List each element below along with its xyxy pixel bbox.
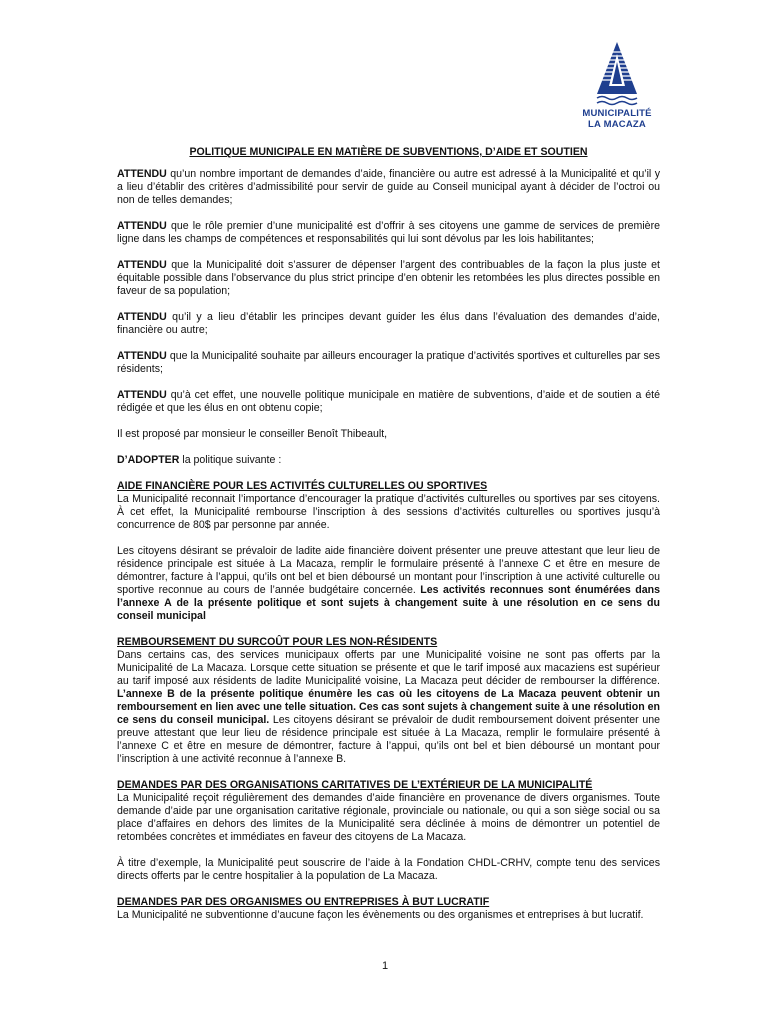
section-heading-external-charities: DEMANDES PAR DES ORGANISATIONS CARITATIVES DE L’EXTÉRIEUR DE LA MUNICIPALITÉ (117, 779, 593, 791)
section-paragraph: La Municipalité reconnait l’importance d’encourager la pratique d’activités culturelles ou sportives par ses citoyens. À cet effet, la Municipalité rembourse l’inscription à des sessions d’activités culturelles ou sportives jusqu’à concurrence de 80$ par personne par année. (117, 493, 660, 531)
attendu-text: que la Municipalité souhaite par ailleurs encourager la pratique d’activités sportives et culturelles par ses résidents; (117, 350, 660, 375)
attendu-text: qu’il y a lieu d’établir les principes devant guider les élus dans l’évaluation des demandes d’aide, financière ou autre; (117, 311, 660, 336)
attendu-paragraph (117, 350, 660, 376)
municipality-logo (572, 40, 662, 130)
section-bold-text: Les activités reconnues sont énumérées dans l’annexe A de la présente politique et sont sujets à changement suite à une résolution en ce sens du conseil municipal (117, 584, 660, 622)
section-heading-cultural-sports-aid: AIDE FINANCIÈRE POUR LES ACTIVITÉS CULTURELLES OU SPORTIVES (117, 480, 488, 492)
adopt-text: la politique suivante : (179, 454, 282, 466)
attendu-lead: ATTENDU (117, 311, 167, 323)
section-text: Dans certains cas, des services municipaux offerts par une Municipalité voisine ne sont pas offerts par la Municipalité de La Macaza. Lorsque cette situation se présente et que le tarif imposé aux macaziens est supérieur au tarif imposé aux résidents de ladite Municipalité voisine, La Macaza peut décider de rembourser la différence. (117, 649, 660, 687)
attendu-lead: ATTENDU (117, 350, 167, 362)
attendu-lead: ATTENDU (117, 168, 167, 180)
section-paragraph: La Municipalité reçoit régulièrement des demandes d’aide financière en provenance de divers organismes. Toute demande d’aide par une organisation caritative régionale, provinciale ou nationale, ou qui a son siège social ou sa place d’affaires en dehors des limites de la Municipalité sera déclinée à moins de démontrer un potentiel de retombées concrètes et immédiates en faveur des citoyens de La Macaza. (117, 792, 660, 843)
section-heading-for-profit: DEMANDES PAR DES ORGANISMES OU ENTREPRISES À BUT LUCRATIF (117, 896, 490, 908)
section-text: Les citoyens désirant se prévaloir de dudit remboursement doivent présenter une preuve attestant que leur lieu de résidence principale est située à La Macaza, remplir le formulaire présenté à l’annexe C et être en mesure de démontrer, facture à l’appui, qu’ils ont bel et bien déboursé un montant pour l’inscription à une activité reconnue à l’annexe B. (117, 714, 660, 765)
page-title: POLITIQUE MUNICIPALE EN MATIÈRE DE SUBVENTIONS, D’AIDE ET SOUTIEN (189, 146, 588, 158)
proposed-statement: Il est proposé par monsieur le conseiller Benoît Thibeault, (117, 428, 388, 440)
section-heading-non-resident-reimbursement: REMBOURSEMENT DU SURCOÛT POUR LES NON-RÉSIDENTS (117, 636, 438, 648)
attendu-paragraph (117, 168, 660, 207)
attendu-lead: ATTENDU (117, 389, 167, 401)
section-paragraph (117, 649, 660, 766)
attendu-lead: ATTENDU (117, 220, 167, 232)
attendu-paragraph (117, 311, 660, 337)
attendu-paragraph (117, 259, 660, 298)
attendu-paragraph (117, 220, 660, 246)
logo-text-municipalite: MUNICIPALITÉ (582, 108, 652, 119)
section-text: Les citoyens désirant se prévaloir de ladite aide financière doivent présenter une preuve attestant que leur lieu de résidence principale est située à La Macaza, remplir le formulaire présenté à l’annexe C et être en mesure de démontrer, facture à l’appui, qu’ils ont bel et bien déboursé un montant pour l’inscription à une activité culturelle ou sportive reconnue au cours de l’année budgétaire concernée. (117, 545, 660, 596)
logo-emblem-icon (595, 40, 639, 108)
document-body (117, 146, 660, 935)
attendu-lead: ATTENDU (117, 259, 167, 271)
attendu-paragraph (117, 389, 660, 415)
attendu-text: qu’à cet effet, une nouvelle politique municipale en matière de subventions, d’aide et de soutien a été rédigée et que les élus en ont obtenu copie; (117, 389, 660, 414)
logo-text-la-macaza: LA MACAZA (588, 119, 646, 130)
section-bold-text: L’annexe B de la présente politique énumère les cas où les citoyens de La Macaza peuvent obtenir un remboursement en lien avec une telle situation. Ces cas sont sujets à changement suite à une résolution en ce sens du conseil municipal. (117, 688, 660, 726)
section-paragraph: La Municipalité ne subventionne d’aucune façon les évènements ou des organismes et entreprises à but lucratif. (117, 909, 644, 921)
attendu-text: qu’un nombre important de demandes d’aide, financière ou autre est adressé à la Municipalité et qu’il y a lieu d’établir des critères d’admissibilité pour servir de guide au Conseil municipal ayant à décider de l’octroi ou non de telles demandes; (117, 168, 660, 206)
attendu-text: que la Municipalité doit s’assurer de dépenser l’argent des contribuables de la façon la plus juste et équitable possible dans l’observance du plus strict principe d’en obtenir les retombées les plus directes possible en faveur de sa population; (117, 259, 660, 297)
adopt-lead: D’ADOPTER (117, 454, 180, 466)
section-paragraph: À titre d’exemple, la Municipalité peut souscrire de l’aide à la Fondation CHDL-CRHV, compte tenu des services directs offerts par le centre hospitalier à la population de La Macaza. (117, 857, 660, 882)
attendu-text: que le rôle premier d’une municipalité est d’offrir à ses citoyens une gamme de services de première ligne dans les champs de compétences et responsabilités qui lui sont dévolus par les lois habilitantes; (117, 220, 660, 245)
page-number: 1 (381, 960, 389, 972)
section-paragraph (117, 545, 660, 623)
adopt-statement (117, 454, 660, 467)
